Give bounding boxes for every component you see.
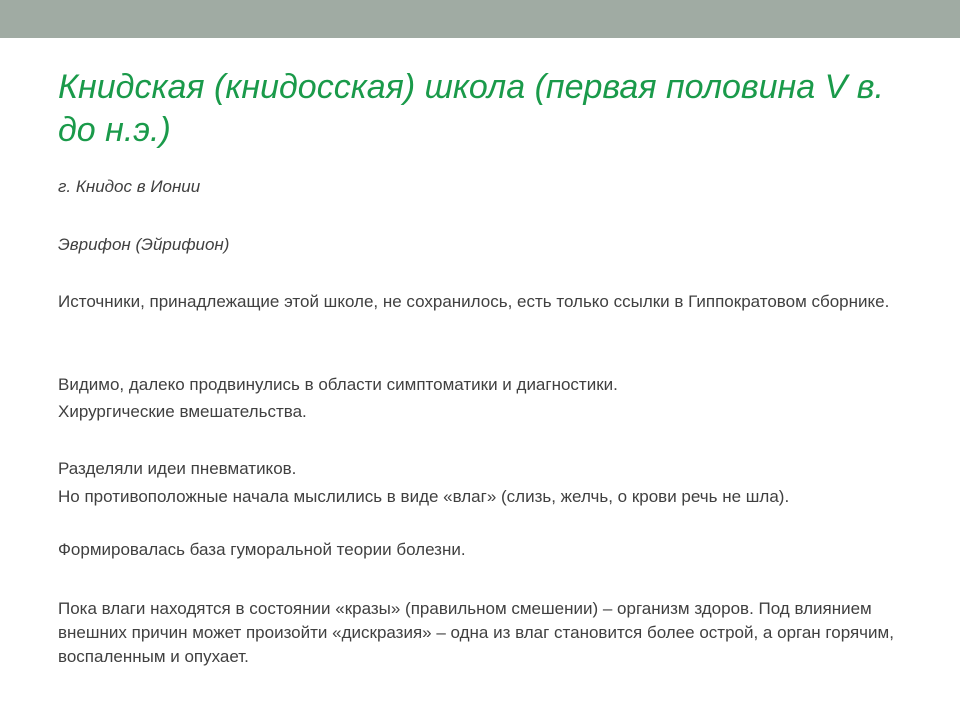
diagnostics-text: Видимо, далеко продвинулись в области симптоматики и диагностики.: [58, 375, 618, 394]
pneumatics-text: Разделяли идеи пневматиков.: [58, 459, 297, 478]
humoral-theory-text: Формировалась база гуморальной теории болезни.: [58, 540, 466, 559]
humors-text: Но противоположные начала мыслились в виде «влаг» (слизь, желчь, о крови речь не шла).: [58, 487, 790, 506]
slide-title: Книдская (книдосская) школа (первая половина V в. до н.э.): [58, 68, 884, 149]
krasis-text: Пока влаги находятся в состоянии «кразы» (правильном смешении) – организм здоров. Под влиянием внешних причин может произойти «дискразия» – одна из влаг становится более острой, а орган горячим, воспаленным и опухает.: [58, 599, 894, 666]
location-text: г. Книдос в Ионии: [58, 177, 201, 196]
top-decor-bar: [0, 0, 960, 38]
surgery-text: Хирургические вмешательства.: [58, 402, 307, 421]
founder-text: Эврифон (Эйрифион): [58, 235, 230, 254]
sources-text: Источники, принадлежащие этой школе, не сохранилось, есть только ссылки в Гиппократовом сборнике.: [58, 292, 890, 311]
